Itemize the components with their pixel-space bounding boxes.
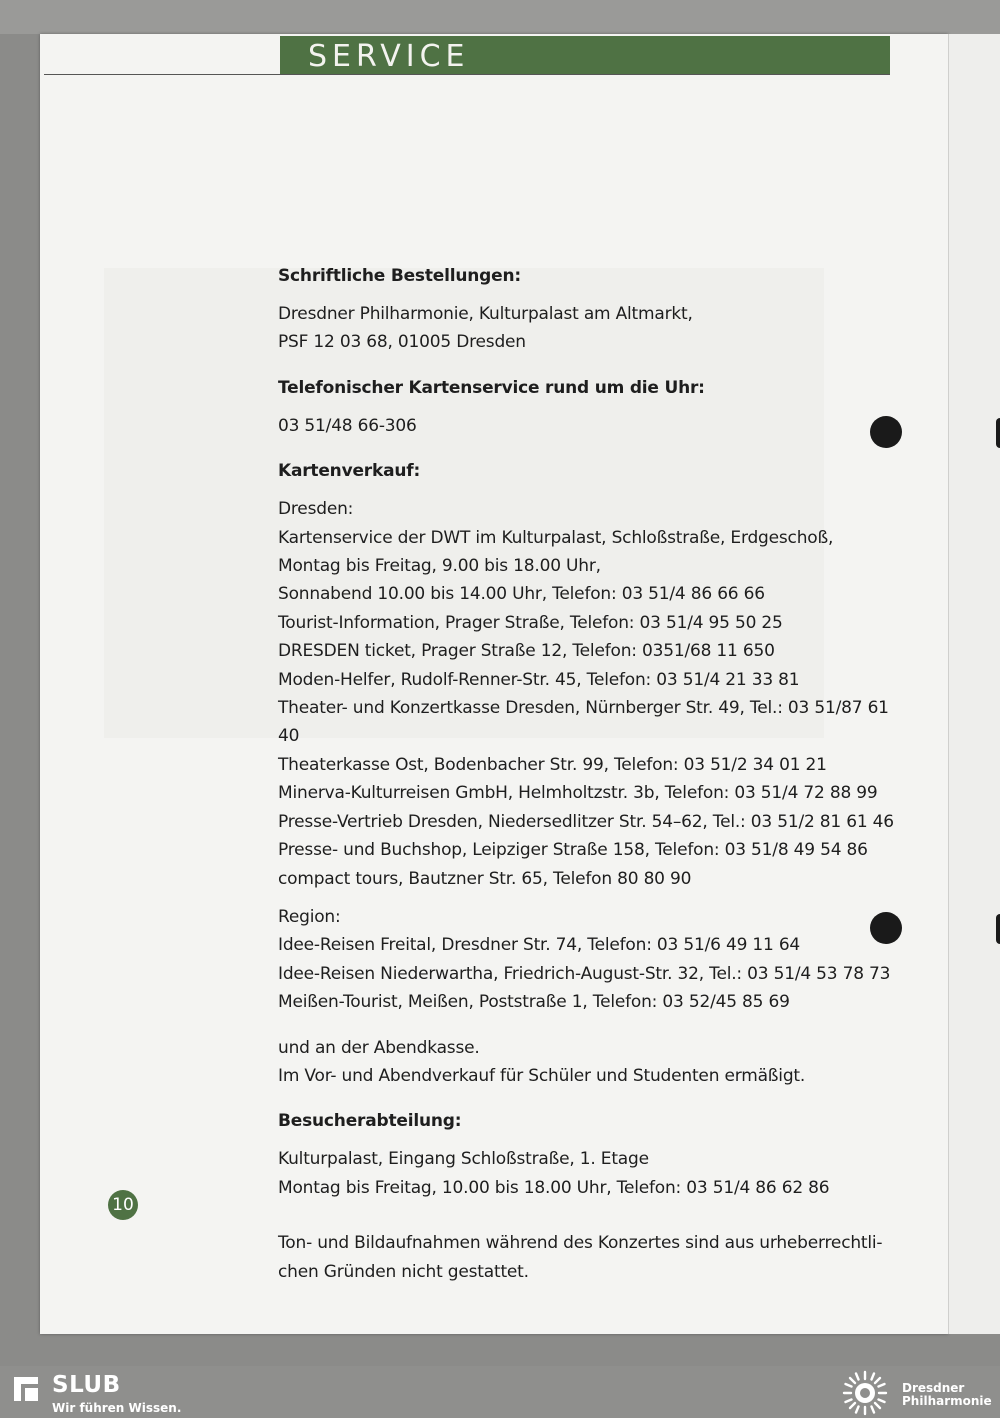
phone-heading: Telefonischer Kartenservice rund um die Uhr: [278, 377, 705, 398]
punch-hole-edge [996, 418, 1000, 448]
partner-name-line2: Philharmonie [902, 1394, 992, 1408]
region-label: Region: [278, 906, 341, 927]
dresden-line: Moden-Helfer, Rudolf-Renner-Str. 45, Telefon: 03 51/4 21 33 81 [278, 669, 800, 690]
region-line: Idee-Reisen Niederwartha, Friedrich-August-Str. 32, Tel.: 03 51/4 53 78 73 [278, 963, 891, 984]
dresden-line: Sonnabend 10.00 bis 14.00 Uhr, Telefon: 03 51/4 86 66 66 [278, 584, 765, 605]
dresden-line: DRESDEN ticket, Prager Straße 12, Telefon: 0351/68 11 650 [278, 641, 775, 662]
scan-background [0, 0, 1000, 34]
library-name[interactable]: SLUB [52, 1372, 121, 1398]
page-number-badge: 10 [108, 1190, 138, 1220]
library-slogan: Wir führen Wissen. [52, 1401, 182, 1415]
dresden-line: Kartenservice der DWT im Kulturpalast, Schloßstraße, Erdgeschoß, [278, 527, 834, 548]
header-rule [44, 74, 890, 75]
box-office-line: Im Vor- und Abendverkauf für Schüler und Studenten ermäßigt. [278, 1065, 806, 1086]
partner-name-line1: Dresdner [902, 1381, 965, 1395]
region-line: Idee-Reisen Freital, Dresdner Str. 74, Telefon: 03 51/6 49 11 64 [278, 935, 801, 956]
orders-line: Dresdner Philharmonie, Kulturpalast am Altmarkt, [278, 304, 693, 324]
adjacent-page-edge [948, 34, 1000, 1334]
dresden-line: Theaterkasse Ost, Bodenbacher Str. 99, Telefon: 03 51/2 34 01 21 [278, 754, 827, 775]
dresden-line: Presse-Vertrieb Dresden, Niedersedlitzer Str. 54–62, Tel.: 03 51/2 81 61 46 [278, 811, 894, 832]
dresden-line: Theater- und Konzertkasse Dresden, Nürnberger Str. 49, Tel.: 03 51/87 61 40 [278, 698, 889, 747]
phone-number: 03 51/48 66-306 [278, 415, 417, 436]
punch-hole-edge [996, 914, 1000, 944]
dresden-line: Minerva-Kulturreisen GmbH, Helmholtzstr. 3b, Telefon: 03 51/4 72 88 99 [278, 783, 878, 804]
visitor-line: Kulturpalast, Eingang Schloßstraße, 1. Etage [278, 1149, 649, 1170]
dresden-line: Montag bis Freitag, 9.00 bis 18.00 Uhr, [278, 556, 601, 577]
partner-logo-text[interactable] [902, 1382, 992, 1408]
visitor-line: Montag bis Freitag, 10.00 bis 18.00 Uhr, Telefon: 03 51/4 86 62 86 [278, 1177, 830, 1198]
sales-heading: Kartenverkauf: [278, 461, 421, 482]
region-line: Meißen-Tourist, Meißen, Poststraße 1, Telefon: 03 52/45 85 69 [278, 992, 790, 1013]
dresden-line: compact tours, Bautzner Str. 65, Telefon 80 80 90 [278, 868, 692, 889]
service-content [278, 262, 898, 1286]
dresden-line: Tourist-Information, Prager Straße, Telefon: 03 51/4 95 50 25 [278, 612, 783, 633]
recording-notice-line: Ton- und Bildaufnahmen während des Konzertes sind aus urheberrechtli- [278, 1233, 883, 1254]
philharmonie-logo-icon [842, 1370, 888, 1416]
orders-heading: Schriftliche Bestellungen: [278, 266, 521, 286]
slub-logo-icon [12, 1375, 40, 1403]
section-title: SERVICE [308, 39, 470, 74]
dresden-line: Presse- und Buchshop, Leipziger Straße 158, Telefon: 03 51/8 49 54 86 [278, 840, 868, 861]
orders-line: PSF 12 03 68, 01005 Dresden [278, 332, 526, 353]
visitor-heading: Besucherabteilung: [278, 1111, 462, 1132]
recording-notice-line: chen Gründen nicht gestattet. [278, 1261, 529, 1282]
box-office-line: und an der Abendkasse. [278, 1037, 480, 1058]
dresden-label: Dresden: [278, 499, 354, 520]
